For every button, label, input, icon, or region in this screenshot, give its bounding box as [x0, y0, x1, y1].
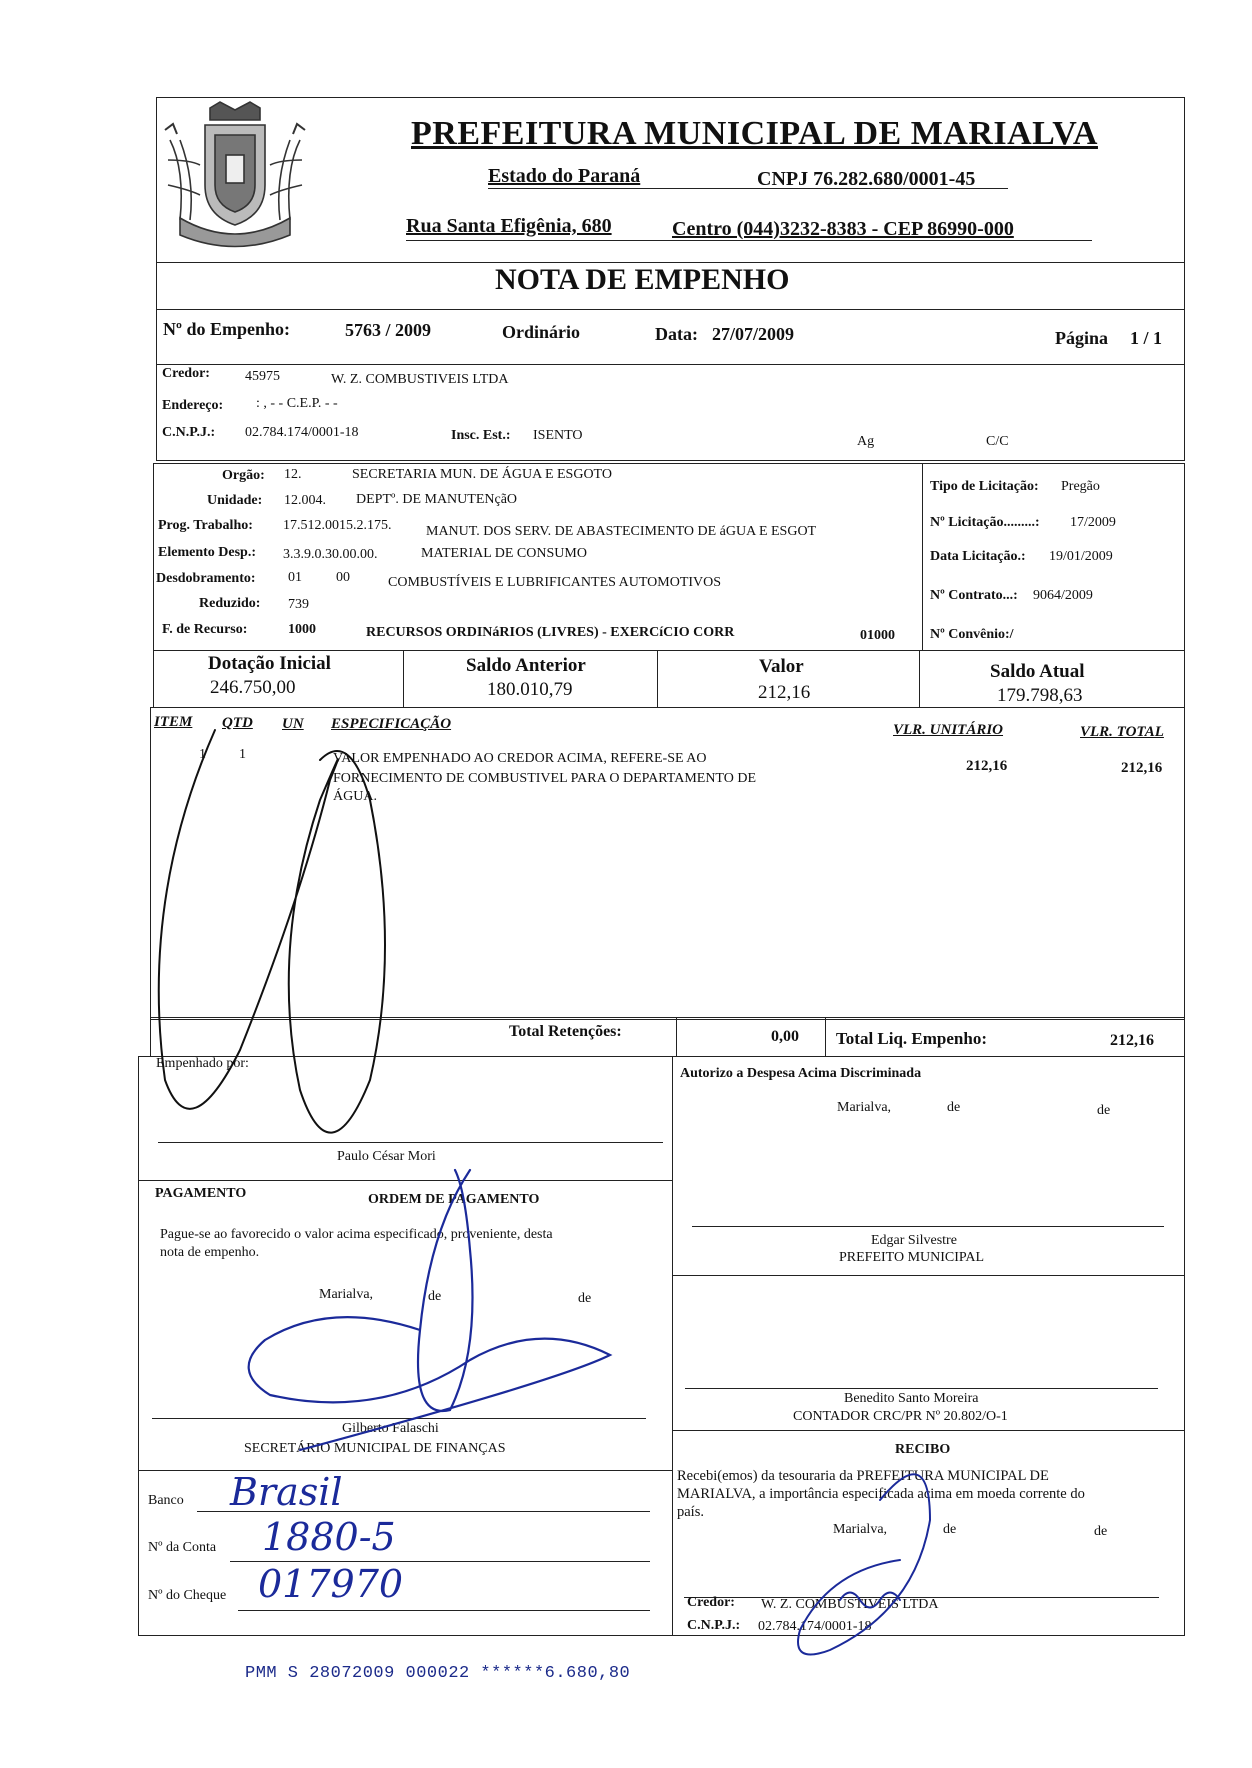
credor-name: W. Z. COMBUSTIVEIS LTDA	[331, 372, 509, 387]
elemento-label: Elemento Desp.:	[158, 545, 256, 560]
fonte-label: F. de Recurso:	[162, 622, 248, 637]
address-label: Rua Santa Efigênia, 680	[406, 215, 612, 237]
empenho-date-value: 27/07/2009	[712, 324, 795, 344]
saldo-atual-value: 179.798,63	[997, 685, 1083, 706]
col-vlr-unitario: VLR. UNITÁRIO	[893, 722, 1004, 738]
recibo-text-line-3: país.	[677, 1504, 704, 1520]
fonte-code-2: 01000	[860, 628, 895, 643]
empenho-type: Ordinário	[502, 322, 581, 342]
tipo-licitacao-label: Tipo de Licitação:	[930, 479, 1039, 494]
total-liquido-label: Total Liq. Empenho:	[836, 1029, 987, 1048]
document-title: NOTA DE EMPENHO	[495, 263, 790, 296]
empenho-number-value: 5763 / 2009	[345, 320, 432, 340]
contador-title: CONTADOR CRC/PR Nº 20.802/O-1	[793, 1409, 1008, 1424]
empenho-date-label: Data:	[655, 324, 698, 344]
item-number: 1	[199, 747, 206, 762]
item-desc-line-1: VALOR EMPENHADO AO CREDOR ACIMA, REFERE-SE AO	[333, 751, 707, 766]
cnpj-field-label: C.N.P.J.:	[162, 425, 216, 440]
dotacao-label: Dotação Inicial	[208, 653, 331, 674]
cheque-label: Nº do Cheque	[148, 1588, 227, 1603]
page-value: 1 / 1	[1130, 328, 1163, 348]
data-licitacao-label: Data Licitação.:	[930, 549, 1026, 564]
cnpj-field-value: 02.784.174/0001-18	[245, 425, 359, 440]
recibo-de-2: de	[1094, 1524, 1108, 1539]
item-total-value: 212,16	[1121, 760, 1163, 776]
orgao-desc: SECRETARIA MUN. DE ÁGUA E ESGOTO	[352, 467, 612, 482]
item-desc-line-2: FORNECIMENTO DE COMBUSTIVEL PARA O DEPARTAMENTO DE	[333, 771, 757, 786]
recibo-cnpj-label: C.N.P.J.:	[687, 1618, 741, 1633]
item-qtd: 1	[239, 747, 246, 762]
banco-handwritten: Brasil	[230, 1470, 343, 1514]
num-licitacao-label: Nº Licitação.........:	[930, 515, 1040, 530]
recibo-credor-label: Credor:	[687, 1595, 735, 1610]
orgao-label: Orgão:	[222, 468, 265, 483]
prefeito-name: Edgar Silvestre	[871, 1233, 957, 1248]
valor-value: 212,16	[758, 682, 811, 703]
orgao-code: 12.	[284, 467, 302, 482]
pagamento-de-2: de	[578, 1291, 592, 1306]
pagamento-place: Marialva,	[319, 1287, 374, 1302]
unidade-desc: DEPTº. DE MANUTENçãO	[356, 492, 518, 507]
tipo-licitacao-value: Pregão	[1061, 479, 1100, 494]
reduzido-label: Reduzido:	[199, 596, 261, 611]
total-liquido-value: 212,16	[1110, 1032, 1154, 1049]
cnpj-label: CNPJ 76.282.680/0001-45	[757, 168, 976, 190]
ag-label: Ag	[857, 434, 875, 449]
convenio-label: Nº Convênio:/	[930, 627, 1014, 642]
municipality-title: PREFEITURA MUNICIPAL DE MARIALVA	[411, 115, 1098, 152]
insc-value: ISENTO	[533, 428, 583, 443]
elemento-code: 3.3.9.0.30.00.00.	[283, 547, 378, 562]
contrato-label: Nº Contrato...:	[930, 588, 1018, 603]
payment-stamp: PMM S 28072009 000022 ******6.680,80	[245, 1664, 631, 1683]
empenho-number-label: Nº do Empenho:	[163, 319, 290, 339]
contrato-value: 9064/2009	[1033, 588, 1093, 603]
credor-code: 45975	[245, 369, 280, 384]
endereco-label: Endereço:	[162, 398, 224, 413]
empenhado-name: Paulo César Mori	[337, 1149, 436, 1164]
recibo-text-line-1: Recebi(emos) da tesouraria da PREFEITURA MUNICIPAL DE	[677, 1468, 1049, 1484]
credor-label: Credor:	[162, 366, 210, 381]
desdobramento-code-2: 00	[336, 570, 350, 585]
cheque-handwritten: 017970	[258, 1562, 404, 1606]
col-un: UN	[282, 716, 304, 732]
data-licitacao-value: 19/01/2009	[1049, 549, 1113, 564]
retencoes-value: 0,00	[771, 1028, 799, 1045]
col-qtd: QTD	[222, 715, 253, 731]
saldo-atual-label: Saldo Atual	[990, 661, 1085, 682]
valor-label: Valor	[759, 656, 804, 677]
col-especificacao: ESPECIFICAÇÃO	[331, 716, 452, 732]
recibo-text-line-2: MARIALVA, a importância especificada acima em moeda corrente do	[677, 1486, 1085, 1502]
signature-secretario	[249, 1170, 610, 1450]
pagamento-de-1: de	[428, 1289, 442, 1304]
cc-label: C/C	[986, 434, 1009, 449]
elemento-desc: MATERIAL DE CONSUMO	[421, 546, 587, 561]
prog-desc: MANUT. DOS SERV. DE ABASTECIMENTO DE áGUA E ESGOT	[426, 524, 817, 539]
saldo-anterior-label: Saldo Anterior	[466, 655, 586, 676]
desdobramento-desc: COMBUSTÍVEIS E LUBRIFICANTES AUTOMOTIVOS	[388, 575, 722, 590]
fonte-code: 1000	[288, 622, 316, 637]
recibo-place: Marialva,	[833, 1522, 888, 1537]
desdobramento-code-1: 01	[288, 570, 302, 585]
prefeito-title: PREFEITO MUNICIPAL	[839, 1250, 985, 1265]
endereco-value: : , - - C.E.P. - -	[256, 396, 338, 411]
col-item: ITEM	[154, 714, 193, 730]
item-unit-value: 212,16	[966, 758, 1008, 774]
recibo-cnpj-value: 02.784.174/0001-18	[758, 1619, 872, 1634]
page-label: Página	[1055, 328, 1109, 348]
autorizo-de-1: de	[947, 1100, 961, 1115]
item-desc-line-3: ÁGUA.	[333, 789, 377, 804]
desdobramento-label: Desdobramento:	[156, 571, 256, 586]
pagamento-text-line-1: Pague-se ao favorecido o valor acima especificado, proveniente, desta	[160, 1227, 553, 1242]
banco-label: Banco	[148, 1493, 184, 1508]
autorizo-place: Marialva,	[837, 1100, 892, 1115]
state-label: Estado do Paraná	[488, 165, 641, 187]
retencoes-label: Total Retenções:	[509, 1023, 622, 1040]
recibo-title: RECIBO	[895, 1442, 951, 1457]
prog-label: Prog. Trabalho:	[158, 518, 253, 533]
pagamento-text-line-2: nota de empenho.	[160, 1245, 260, 1260]
fonte-desc: RECURSOS ORDINáRIOS (LIVRES) - EXERCíCIO CORR	[366, 625, 735, 640]
conta-label: Nº da Conta	[148, 1540, 217, 1555]
signature-empenhado	[159, 730, 385, 1133]
contador-name: Benedito Santo Moreira	[844, 1391, 979, 1406]
col-vlr-total: VLR. TOTAL	[1080, 724, 1164, 740]
num-licitacao-value: 17/2009	[1070, 515, 1116, 530]
secretario-name: Gilberto Falaschi	[342, 1421, 439, 1436]
autorizo-label: Autorizo a Despesa Acima Discriminada	[680, 1066, 922, 1081]
signature-recibo	[798, 1474, 930, 1654]
recibo-de-1: de	[943, 1522, 957, 1537]
prog-code: 17.512.0015.2.175.	[283, 518, 392, 533]
unidade-code: 12.004.	[284, 493, 326, 508]
recibo-credor-value: W. Z. COMBUSTIVEIS LTDA	[761, 1597, 939, 1612]
secretario-title: SECRETÁRIO MUNICIPAL DE FINANÇAS	[244, 1441, 506, 1456]
district-phone-cep: Centro (044)3232-8383 - CEP 86990-000	[672, 218, 1014, 240]
conta-handwritten: 1880-5	[262, 1515, 396, 1559]
insc-label: Insc. Est.:	[451, 428, 511, 443]
empenhado-label: Empenhado por:	[156, 1056, 249, 1071]
unidade-label: Unidade:	[207, 493, 263, 508]
dotacao-value: 246.750,00	[210, 677, 296, 698]
reduzido-value: 739	[288, 597, 309, 612]
pagamento-label: PAGAMENTO	[155, 1186, 247, 1201]
ordem-pagamento-label: ORDEM DE PAGAMENTO	[368, 1192, 540, 1207]
autorizo-de-2: de	[1097, 1103, 1111, 1118]
saldo-anterior-value: 180.010,79	[487, 679, 573, 700]
